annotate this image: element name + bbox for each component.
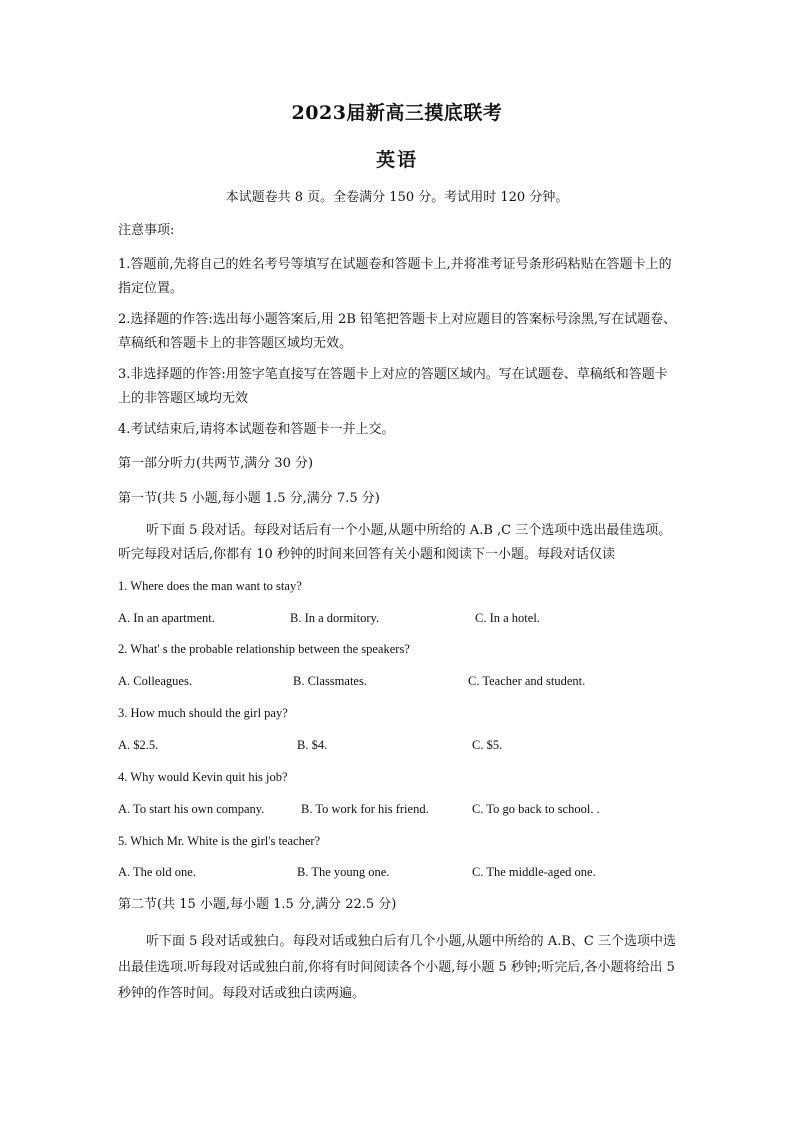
question-2: 2. What' s the probable relationship between the speakers? — [118, 642, 410, 656]
option-b: B. $4. — [297, 738, 328, 752]
notice-item: 3.非选择题的作答:用签字笔直接写在答题卡上对应的答题区域内。写在试题卷、草稿纸和答题卡上的非答题区域均无效 — [118, 367, 668, 406]
option-c: C. To go back to school. . — [472, 802, 600, 816]
option-b: B. To work for his friend. — [301, 802, 429, 816]
exam-info: 本试题卷共 8 页。全卷满分 150 分。考试用时 120 分钟。 — [225, 190, 569, 205]
section2-instructions: 听下面 5 段对话或独白。每段对话或独白后有几个小题,从题中所给的 A.B、C 三个选项中选出最佳选项.听每段对话或独白前,你将有时间阅读各个小题,每小题 5 秒钟;听完后,各小题将给出 5 秒钟的作答时间。每段对话或独白读两遍。 — [118, 934, 676, 1001]
option-a: A. In an apartment. — [118, 611, 215, 625]
notice-heading: 注意事项: — [118, 223, 175, 238]
section1-instructions: 听下面 5 段对话。每段对话后有一个小题,从题中所给的 A.B ,C 三个选项中选出最佳选项。听完每段对话后,你都有 10 秒钟的时间来回答有关小题和阅读下一小题。每段对话仅读 — [118, 523, 672, 562]
question-5: 5. Which Mr. White is the girl's teacher? — [118, 834, 321, 848]
option-b: B. In a dormitory. — [290, 611, 380, 625]
section1-heading: 第一节(共 5 小题,每小题 1.5 分,满分 7.5 分) — [118, 491, 380, 506]
option-c: C. The middle-aged one. — [472, 865, 596, 879]
option-c: C. Teacher and student. — [468, 674, 586, 688]
notice-item: 2.选择题的作答:选出每小题答案后,用 2B 铅笔把答题卡上对应题目的答案标号涂黑,写在试题卷、草稿纸和答题卡上的非答题区域均无效。 — [118, 312, 677, 351]
option-a: A. Colleagues. — [118, 674, 192, 688]
section2-heading: 第二节(共 15 小题,每小题 1.5 分,满分 22.5 分) — [118, 897, 397, 912]
exam-title: 2023届新高三摸底联考 — [291, 102, 503, 124]
option-b: B. The young one. — [297, 865, 390, 879]
question-3: 3. How much should the girl pay? — [118, 706, 288, 720]
notice-item: 4.考试结束后,请将本试题卷和答题卡一并上交。 — [118, 422, 395, 437]
option-a: A. The old one. — [118, 865, 196, 879]
option-c: C. $5. — [472, 738, 503, 752]
notice-item: 1.答题前,先将自己的姓名考号等填写在试题卷和答题卡上,并将准考证号条形码粘贴在答题卡上的指定位置。 — [118, 257, 672, 296]
part1-heading: 第一部分听力(共两节,满分 30 分) — [118, 456, 314, 471]
option-a: A. To start his own company. — [118, 802, 265, 816]
subject-title: 英语 — [375, 149, 418, 171]
question-4: 4. Why would Kevin quit his job? — [118, 770, 288, 784]
question-1: 1. Where does the man want to stay? — [118, 579, 302, 593]
option-a: A. $2.5. — [118, 738, 159, 752]
option-b: B. Classmates. — [293, 674, 367, 688]
option-c: C. In a hotel. — [475, 611, 540, 625]
